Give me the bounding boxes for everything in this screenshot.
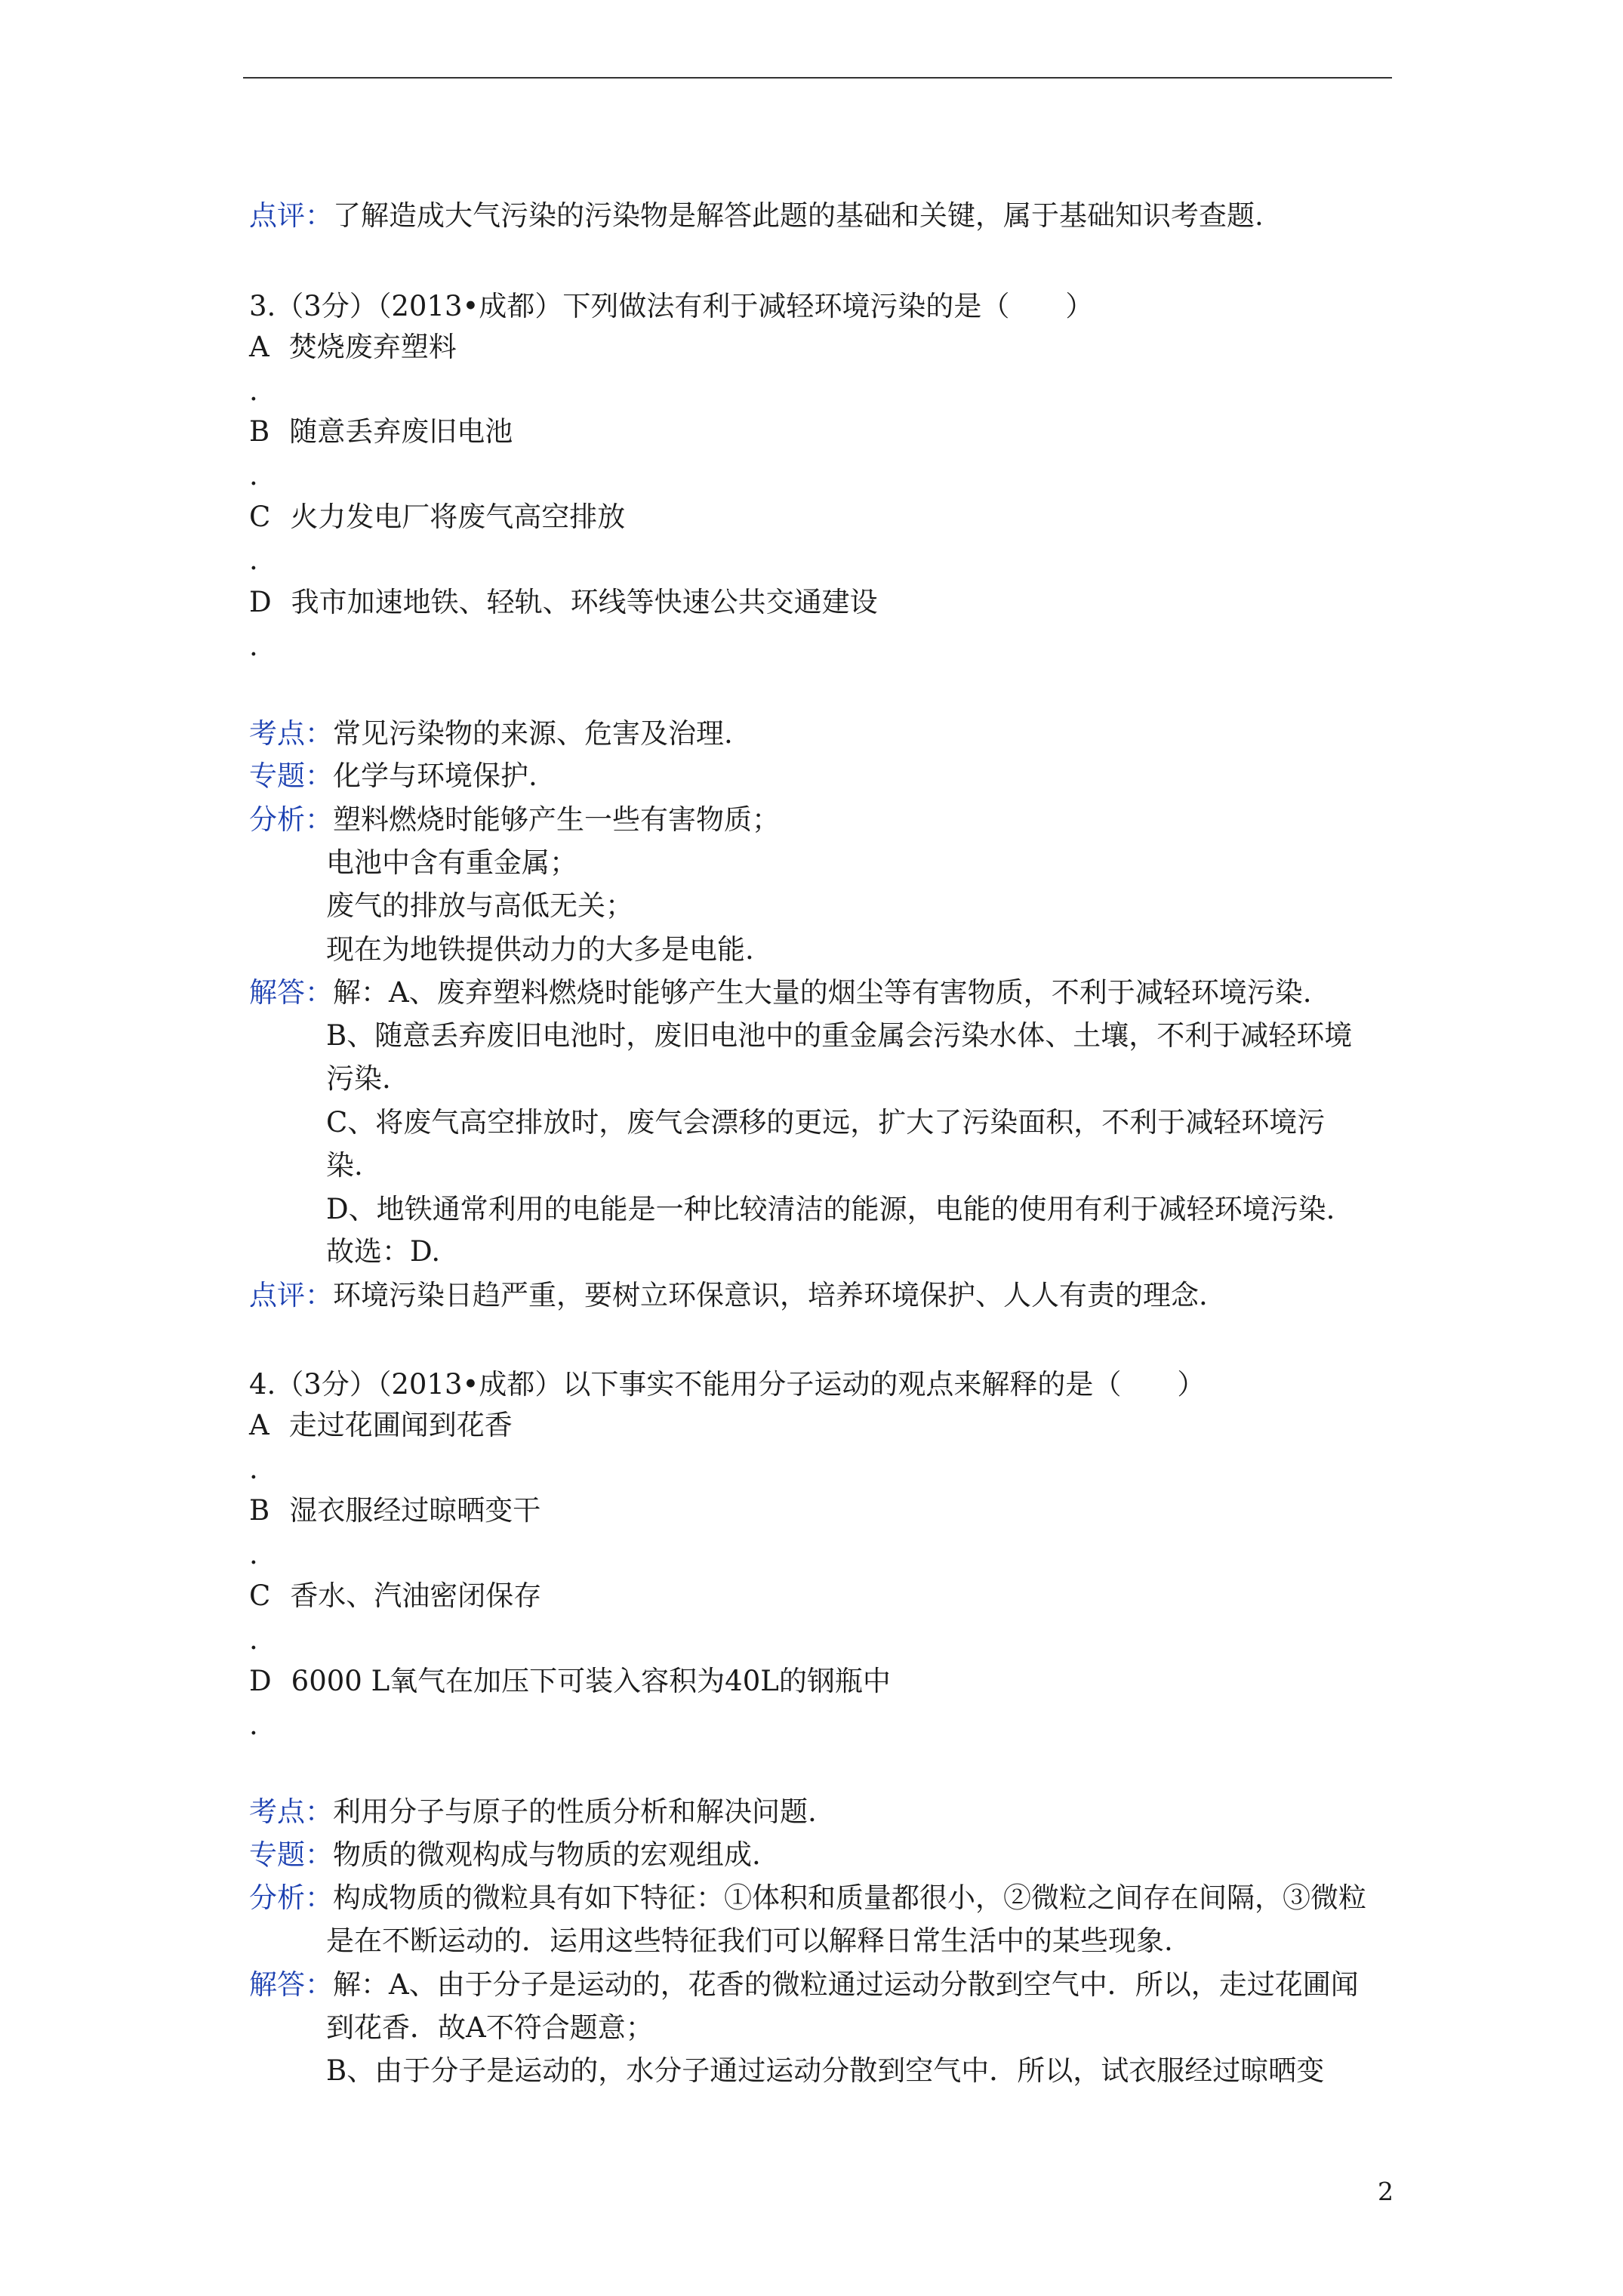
jieda-line: 染. — [326, 1149, 363, 1182]
option-letter: B — [249, 415, 270, 448]
q4-stem: 4.（3分）（2013•成都）以下事实不能用分子运动的观点来解释的是（ ） — [249, 1368, 1206, 1401]
zhuanti-text: 物质的微观构成与物质的宏观组成. — [333, 1838, 761, 1871]
option-text: 香水、汽油密闭保存 — [290, 1579, 542, 1612]
option-dot: . — [249, 630, 258, 662]
fenxi-line: 现在为地铁提供动力的大多是电能. — [326, 933, 754, 966]
comment-label: 点评： — [249, 199, 333, 232]
q4-option-d — [249, 1665, 891, 1698]
option-text: 火力发电厂将废气高空排放 — [290, 501, 626, 533]
fenxi-line: 电池中含有重金属； — [326, 846, 577, 879]
option-letter: B — [249, 1494, 270, 1527]
fenxi-line: 塑料燃烧时能够产生一些有害物质； — [333, 803, 780, 836]
comment-text: 了解造成大气污染的污染物是解答此题的基础和关键，属于基础知识考查题. — [333, 199, 1264, 232]
q3-kaodian — [249, 717, 733, 750]
fenxi-line: 废气的排放与高低无关； — [326, 889, 633, 922]
zhuanti-label: 专题： — [249, 760, 333, 792]
jieda-line: D、地铁通常利用的电能是一种比较清洁的能源，电能的使用有利于减轻环境污染. — [326, 1193, 1335, 1225]
fenxi-label: 分析： — [249, 803, 333, 836]
q3-option-b — [249, 415, 513, 448]
option-letter: D — [249, 1665, 272, 1697]
option-dot: . — [249, 1538, 258, 1570]
zhuanti-label: 专题： — [249, 1838, 333, 1871]
option-dot: . — [249, 1709, 258, 1741]
option-text: 6000 L氧气在加压下可装入容积为40L的钢瓶中 — [291, 1665, 891, 1697]
dianping-text: 环境污染日趋严重，要树立环保意识，培养环境保护、人人有责的理念. — [333, 1279, 1208, 1311]
jieda-line: 到花香．故A不符合题意； — [326, 2011, 654, 2044]
jieda-line: B、由于分子是运动的，水分子通过运动分散到空气中．所以，试衣服经过晾晒变 — [326, 2054, 1325, 2087]
page-number: 2 — [1378, 2177, 1394, 2206]
dianping-label: 点评： — [249, 1279, 333, 1311]
q4-fenxi — [249, 1881, 1366, 1915]
option-letter: C — [249, 501, 271, 533]
q3-stem: 3.（3分）（2013•成都）下列做法有利于减轻环境污染的是（ ） — [249, 290, 1094, 322]
fenxi-line: 构成物质的微粒具有如下特征：①体积和质量都很小，②微粒之间存在间隔，③微粒 — [333, 1881, 1366, 1914]
option-letter: A — [249, 1409, 269, 1441]
jieda-label: 解答： — [249, 976, 333, 1009]
jieda-line: B、随意丢弃废旧电池时，废旧电池中的重金属会污染水体、土壤，不利于减轻环境 — [326, 1019, 1353, 1052]
kaodian-text: 利用分子与原子的性质分析和解决问题. — [333, 1795, 817, 1828]
q4-option-c — [249, 1579, 541, 1613]
option-text: 走过花圃闻到花香 — [288, 1409, 513, 1441]
option-dot: . — [249, 1623, 258, 1656]
option-letter: D — [249, 586, 272, 618]
jieda-line: 解：A、废弃塑料燃烧时能够产生大量的烟尘等有害物质，不利于减轻环境污染. — [333, 976, 1312, 1009]
q4-kaodian — [249, 1795, 817, 1829]
q3-jieda — [249, 976, 1311, 1009]
jieda-line: 污染. — [326, 1062, 391, 1095]
q3-option-d — [249, 586, 878, 619]
q4-option-b — [249, 1494, 540, 1527]
option-dot: . — [249, 459, 258, 492]
kaodian-text: 常见污染物的来源、危害及治理. — [333, 717, 733, 750]
option-letter: C — [249, 1579, 271, 1612]
option-dot: . — [249, 374, 258, 407]
jieda-label: 解答： — [249, 1968, 333, 2001]
kaodian-label: 考点： — [249, 717, 333, 750]
jieda-line: 解：A、由于分子是运动的，花香的微粒通过运动分散到空气中．所以，走过花圃闻 — [333, 1968, 1359, 2001]
q3-zhuanti — [249, 760, 537, 793]
option-text: 随意丢弃废旧电池 — [289, 415, 513, 448]
option-dot: . — [249, 1453, 258, 1485]
q3-fenxi — [249, 803, 780, 837]
zhuanti-text: 化学与环境保护. — [333, 760, 537, 792]
option-dot: . — [249, 544, 258, 576]
option-text: 我市加速地铁、轻轨、环线等快速公共交通建设 — [291, 586, 878, 618]
q4-jieda — [249, 1968, 1359, 2002]
jieda-line: C、将废气高空排放时，废气会漂移的更远，扩大了污染面积，不利于减轻环境污 — [326, 1106, 1326, 1139]
option-text: 焚烧废弃塑料 — [288, 331, 457, 363]
q3-option-c — [249, 501, 625, 534]
jieda-line: 故选：D. — [326, 1235, 441, 1268]
q3-option-a — [249, 331, 457, 364]
option-letter: A — [249, 331, 269, 363]
option-text: 湿衣服经过晾晒变干 — [289, 1494, 541, 1527]
kaodian-label: 考点： — [249, 1795, 333, 1828]
q4-option-a — [249, 1409, 513, 1442]
fenxi-label: 分析： — [249, 1881, 333, 1914]
q3-dianping — [249, 1279, 1208, 1312]
q4-zhuanti — [249, 1838, 761, 1872]
header-rule — [243, 77, 1392, 79]
intro-comment — [249, 199, 1264, 233]
fenxi-line: 是在不断运动的．运用这些特征我们可以解释日常生活中的某些现象. — [326, 1925, 1173, 1957]
